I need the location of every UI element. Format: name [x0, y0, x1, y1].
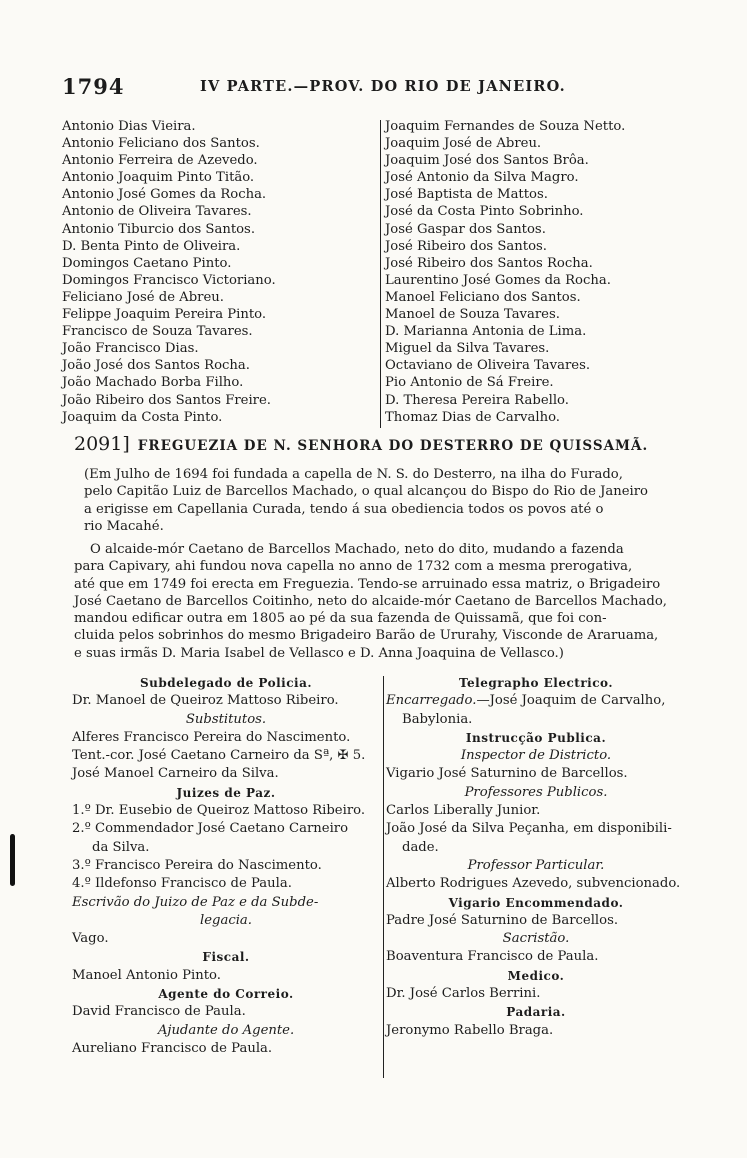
juiz-item-continued: da Silva.	[92, 839, 150, 855]
name-entry: Antonio Feliciano dos Santos.	[62, 136, 260, 152]
ajudante-name: Aureliano Francisco de Paula.	[72, 1040, 273, 1056]
name-entry: Joaquim da Costa Pinto.	[62, 409, 223, 425]
name-entry: Joaquim José de Abreu.	[385, 136, 542, 152]
name-entry: Feliciano José de Abreu.	[62, 289, 224, 305]
substituto-item: Alferes Francisco Pereira do Nascimento.	[72, 729, 351, 745]
name-entry: Antonio Joaquim Pinto Titão.	[62, 170, 255, 186]
names-list-right	[385, 118, 625, 426]
juizes-heading: Juizes de Paz.	[176, 785, 276, 800]
telegrapho-heading: Telegrapho Electrico.	[458, 676, 613, 690]
agente-name: David Francisco de Paula.	[72, 1004, 246, 1020]
section-heading	[74, 433, 648, 455]
ajudante-heading: Ajudante do Agente.	[157, 1022, 295, 1038]
medico-heading: Medico.	[507, 968, 565, 983]
name-entry: Domingos Francisco Victoriano.	[62, 272, 276, 288]
name-entry: Octaviano de Oliveira Tavares.	[385, 358, 591, 374]
paragraph-line: O alcaide-mór Caetano de Barcellos Machado, neto do dito, mudando a fazenda	[90, 542, 624, 557]
name-entry: Antonio José Gomes da Rocha.	[62, 187, 267, 203]
paragraph-line: até que em 1749 foi erecta em Freguezia. Tendo-se arruinado essa matriz, o Brigadeiro	[74, 576, 661, 592]
name-entry: Antonio Dias Vieira.	[62, 119, 196, 134]
ink-mark	[10, 834, 15, 886]
officials-divider	[383, 676, 384, 1078]
section-number: 2091]	[74, 433, 130, 455]
professores-heading: Professores Publicos.	[464, 784, 608, 800]
name-entry: João Machado Borba Filho.	[62, 375, 244, 391]
escrivao-heading-continued: legacia.	[200, 912, 252, 928]
name-entry: D. Marianna Antonia de Lima.	[385, 324, 587, 340]
juiz-item: 3.º Francisco Pereira do Nascimento.	[72, 857, 322, 873]
sacristao-heading: Sacristão.	[502, 931, 570, 947]
name-entry: Miguel da Silva Tavares.	[385, 341, 550, 357]
paragraph-line: cluida pelos sobrinhos do mesmo Brigadeiro Barão de Ururahy, Visconde de Araruama,	[74, 628, 659, 644]
paragraph-line: (Em Julho de 1694 foi fundada a capella de N. S. do Desterro, na ilha do Furado,	[84, 467, 623, 482]
professor-item: João José da Silva Peçanha, em disponibili-	[386, 821, 672, 837]
officials-right	[386, 674, 686, 1040]
name-entry: João Ribeiro dos Santos Freire.	[62, 392, 271, 408]
paragraph-line: pelo Capitão Luiz de Barcellos Machado, o qual alcançou do Bispo do Rio de Janeiro	[84, 484, 648, 500]
name-entry: Antonio Tiburcio dos Santos.	[62, 221, 256, 237]
history-paragraph-2	[74, 541, 678, 662]
page-number: 1794	[62, 74, 125, 99]
vigario-heading: Vigario Encommendado.	[448, 895, 624, 910]
instrucao-heading: Instrucção Publica.	[465, 730, 607, 745]
juiz-item: 2.º Commendador José Caetano Carneiro	[72, 821, 349, 837]
telegrapho-name-continued: Babylonia.	[402, 711, 473, 727]
column-divider	[380, 120, 381, 428]
section-title: FREGUEZIA DE N. SENHORA DO DESTERRO DE QUISSAMÃ.	[137, 438, 649, 454]
name-entry: Joaquim Fernandes de Souza Netto.	[385, 119, 626, 134]
inspector-heading: Inspector de Districto.	[460, 748, 612, 764]
particular-heading: Professor Particular.	[467, 857, 605, 873]
escrivao-name: Vago.	[72, 931, 109, 947]
fiscal-name: Manoel Antonio Pinto.	[72, 967, 221, 983]
name-entry: Thomaz Dias de Carvalho.	[385, 409, 560, 425]
juiz-item: 4.º Ildefonso Francisco de Paula.	[72, 876, 292, 892]
paragraph-line: para Capivary, ahi fundou nova capella no anno de 1732 com a mesma prerogativa,	[74, 559, 633, 575]
name-entry: Domingos Caetano Pinto.	[62, 255, 232, 271]
telegrapho-name: —José Joaquim de Carvalho,	[476, 693, 666, 709]
substituto-item: José Manoel Carneiro da Silva.	[72, 766, 279, 782]
name-entry: Pio Antonio de Sá Freire.	[385, 375, 554, 391]
medico-name: Dr. José Carlos Berrini.	[386, 986, 541, 1002]
name-entry: Joaquim José dos Santos Brôa.	[385, 153, 589, 169]
agente-heading: Agente do Correio.	[158, 987, 294, 1002]
substitutos-heading: Substitutos.	[185, 711, 267, 727]
substituto-item: Tent.-cor. José Caetano Carneiro da Sª, ✠ 5.	[72, 748, 366, 764]
juiz-item: 1.º Dr. Eusebio de Queiroz Mattoso Ribeiro.	[72, 803, 366, 819]
name-entry: José Gaspar dos Santos.	[385, 221, 546, 237]
sacristao-name: Boaventura Francisco de Paula.	[386, 949, 599, 965]
officials-left	[72, 674, 380, 1058]
names-list-left	[62, 118, 276, 426]
padaria-name: Jeronymo Rabello Braga.	[386, 1022, 554, 1038]
name-entry: Manoel de Souza Tavares.	[385, 307, 560, 323]
name-entry: Francisco de Souza Tavares.	[62, 324, 253, 340]
paragraph-line: e suas irmãs D. Maria Isabel de Vellasco e D. Anna Joaquina de Vellasco.)	[74, 645, 564, 661]
fiscal-heading: Fiscal.	[202, 950, 250, 965]
paragraph-line: José Caetano de Barcellos Coitinho, neto do alcaide-mór Caetano de Barcellos Machado,	[74, 593, 667, 609]
subdelegado-heading: Subdelegado de Policia.	[139, 676, 313, 690]
name-entry: Manoel Feliciano dos Santos.	[385, 289, 581, 305]
paragraph-line: rio Macahé.	[84, 518, 164, 534]
name-entry: Felippe Joaquim Pereira Pinto.	[62, 307, 267, 323]
name-entry: D. Benta Pinto de Oliveira.	[62, 238, 241, 254]
name-entry: José da Costa Pinto Sobrinho.	[385, 204, 584, 220]
escrivao-heading: Escrivão do Juizo de Paz e da Subde-	[72, 894, 319, 910]
name-entry: Antonio Ferreira de Azevedo.	[62, 153, 258, 169]
vigario-name: Padre José Saturnino de Barcellos.	[386, 912, 619, 928]
name-entry: José Antonio da Silva Magro.	[385, 170, 579, 186]
name-entry: Antonio de Oliveira Tavares.	[62, 204, 252, 220]
subdelegado-name: Dr. Manoel de Queiroz Mattoso Ribeiro.	[72, 693, 339, 709]
inspector-name: Vigario José Saturnino de Barcellos.	[386, 766, 628, 782]
name-entry: João Francisco Dias.	[62, 341, 199, 357]
history-paragraph-1	[84, 466, 680, 535]
padaria-heading: Padaria.	[506, 1005, 566, 1020]
running-head: IV PARTE.—PROV. DO RIO DE JANEIRO.	[200, 78, 566, 95]
professor-item: Carlos Liberally Junior.	[386, 803, 541, 819]
telegrapho-label: Encarregado.	[386, 693, 477, 709]
professor-item-continued: dade.	[402, 839, 439, 855]
particular-name: Alberto Rodrigues Azevedo, subvencionado.	[386, 876, 681, 892]
name-entry: José Baptista de Mattos.	[385, 187, 548, 203]
paragraph-line: mandou edificar outra em 1805 ao pé da sua fazenda de Quissamã, que foi con-	[74, 611, 607, 627]
paragraph-line: a erigisse em Capellania Curada, tendo á sua obediencia todos os povos até o	[84, 501, 604, 517]
name-entry: D. Theresa Pereira Rabello.	[385, 392, 569, 408]
name-entry: José Ribeiro dos Santos Rocha.	[385, 255, 593, 271]
name-entry: Laurentino José Gomes da Rocha.	[385, 272, 611, 288]
name-entry: José Ribeiro dos Santos.	[385, 238, 547, 254]
name-entry: João José dos Santos Rocha.	[62, 358, 250, 374]
telegrapho-entry	[386, 692, 686, 710]
